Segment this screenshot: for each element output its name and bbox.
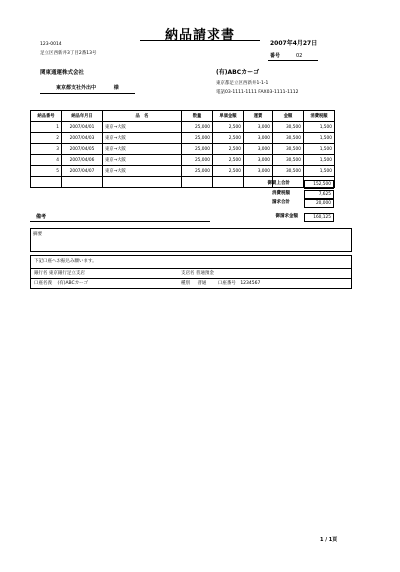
subtotal-value: 152,500 bbox=[304, 180, 334, 189]
table-row bbox=[31, 133, 335, 144]
customer-address: 足立区西新井3丁目2番13号 bbox=[40, 51, 97, 56]
doc-number: 02 bbox=[296, 53, 303, 59]
cell-item: 東京→大阪 bbox=[103, 122, 182, 133]
col-no: 納品番号 bbox=[31, 111, 62, 122]
col-amount: 金額 bbox=[273, 111, 304, 122]
cell-date: 2007/04/07 bbox=[62, 166, 103, 177]
cell-no: 3 bbox=[31, 144, 62, 155]
cell-no: 4 bbox=[31, 155, 62, 166]
col-unit: 単価金額 bbox=[213, 111, 244, 122]
tax-value: 7,625 bbox=[304, 190, 334, 199]
account-number: 1234567 bbox=[240, 281, 261, 286]
cell-empty bbox=[182, 177, 213, 188]
cell-amount: 30,500 bbox=[273, 155, 304, 166]
col-date: 納品年月日 bbox=[62, 111, 103, 122]
tax-label: 消費税額 bbox=[272, 191, 290, 196]
sender-name: (有)ABCカーゴ bbox=[216, 69, 260, 76]
table-header-row bbox=[31, 111, 335, 122]
cell-unit: 2,500 bbox=[213, 155, 244, 166]
col-tax: 消費税額 bbox=[304, 111, 335, 122]
cell-item: 東京→大阪 bbox=[103, 133, 182, 144]
cell-tax: 1,500 bbox=[304, 166, 335, 177]
cell-date: 2007/04/05 bbox=[62, 144, 103, 155]
cell-fare: 3,000 bbox=[244, 122, 273, 133]
cell-qty: 25,000 bbox=[182, 144, 213, 155]
col-qty: 数量 bbox=[182, 111, 213, 122]
table-row bbox=[31, 166, 335, 177]
cell-unit: 2,500 bbox=[213, 122, 244, 133]
grand-label: 請求合計 bbox=[272, 200, 290, 205]
cell-item: 東京→大阪 bbox=[103, 155, 182, 166]
document-title: 納品請求書 bbox=[164, 28, 235, 43]
grand-value: 20,000 bbox=[304, 199, 334, 208]
cell-empty bbox=[31, 177, 62, 188]
cell-unit: 2,500 bbox=[213, 144, 244, 155]
cell-qty: 25,000 bbox=[182, 122, 213, 133]
cell-date: 2007/04/06 bbox=[62, 155, 103, 166]
items-table bbox=[30, 110, 335, 188]
honorific: 様 bbox=[113, 85, 119, 91]
cell-tax: 1,500 bbox=[304, 133, 335, 144]
cell-unit: 2,500 bbox=[213, 133, 244, 144]
cell-item: 東京→大阪 bbox=[103, 144, 182, 155]
cell-tax: 1,500 bbox=[304, 122, 335, 133]
customer-contact bbox=[56, 84, 119, 91]
cell-unit: 2,500 bbox=[213, 166, 244, 177]
cell-amount: 30,500 bbox=[273, 133, 304, 144]
cell-amount: 30,500 bbox=[273, 122, 304, 133]
transfer-box bbox=[30, 255, 352, 289]
cell-empty bbox=[103, 177, 182, 188]
table-row bbox=[31, 155, 335, 166]
contact-company: 東京都支社外出中 bbox=[56, 85, 97, 91]
cell-date: 2007/04/03 bbox=[62, 133, 103, 144]
customer-zip: 123-0014 bbox=[40, 42, 62, 47]
cell-qty: 25,000 bbox=[182, 155, 213, 166]
remarks-label: 摘要 bbox=[33, 232, 42, 237]
cell-tax: 1,500 bbox=[304, 144, 335, 155]
cell-empty bbox=[62, 177, 103, 188]
table-row bbox=[31, 144, 335, 155]
title-underline bbox=[140, 40, 260, 41]
remarks-box bbox=[30, 228, 352, 252]
cell-no: 2 bbox=[31, 133, 62, 144]
sender-address: 東京都足立区西新井1-1-1 bbox=[216, 81, 269, 86]
cell-date: 2007/04/01 bbox=[62, 122, 103, 133]
transfer-divider-1 bbox=[31, 268, 351, 269]
cell-fare: 3,000 bbox=[244, 166, 273, 177]
billing-label: 御請求金額 bbox=[275, 214, 298, 219]
cell-amount: 30,500 bbox=[273, 144, 304, 155]
page-number: 1 / 1頁 bbox=[320, 537, 338, 543]
cell-amount: 30,500 bbox=[273, 166, 304, 177]
account-holder: (有)ABCカーゴ bbox=[57, 281, 89, 286]
note-label: 備考 bbox=[36, 214, 47, 220]
doc-number-label: 番号 bbox=[270, 53, 281, 59]
cell-tax: 1,500 bbox=[304, 155, 335, 166]
cell-no: 5 bbox=[31, 166, 62, 177]
customer-underline bbox=[40, 93, 135, 94]
note-underline bbox=[30, 221, 210, 222]
bank-name: 銀行名 東京銀行足立支店 bbox=[34, 271, 85, 276]
transfer-divider-2 bbox=[31, 278, 351, 279]
col-item: 品 名 bbox=[103, 111, 182, 122]
sender-tel: 電話03-1111-1111 FAX03-1111-1112 bbox=[216, 90, 299, 95]
account-kind-row bbox=[181, 280, 260, 286]
account-label: 口座名義 bbox=[34, 281, 52, 286]
number-label: 口座番号 bbox=[217, 281, 236, 286]
kind-value: 普通 bbox=[197, 281, 207, 286]
customer-name: 関東通運株式会社 bbox=[40, 70, 85, 76]
cell-qty: 25,000 bbox=[182, 166, 213, 177]
branch-name: 支店名 普通預金 bbox=[181, 271, 214, 276]
cell-item: 東京→大阪 bbox=[103, 166, 182, 177]
account-holder-row bbox=[34, 280, 88, 286]
cell-fare: 3,000 bbox=[244, 155, 273, 166]
col-fare: 運賃 bbox=[244, 111, 273, 122]
subtotal-label: 御買上合計 bbox=[267, 181, 290, 186]
transfer-intro: 下記口座へお振込み願います。 bbox=[34, 259, 97, 264]
kind-label: 種別 bbox=[181, 281, 190, 286]
doc-number-underline bbox=[268, 60, 318, 61]
issue-date: 2007年4月27日 bbox=[270, 40, 318, 47]
cell-fare: 3,000 bbox=[244, 133, 273, 144]
cell-no: 1 bbox=[31, 122, 62, 133]
table-row bbox=[31, 122, 335, 133]
cell-fare: 3,000 bbox=[244, 144, 273, 155]
billing-value: 160,125 bbox=[304, 213, 334, 222]
cell-qty: 25,000 bbox=[182, 133, 213, 144]
